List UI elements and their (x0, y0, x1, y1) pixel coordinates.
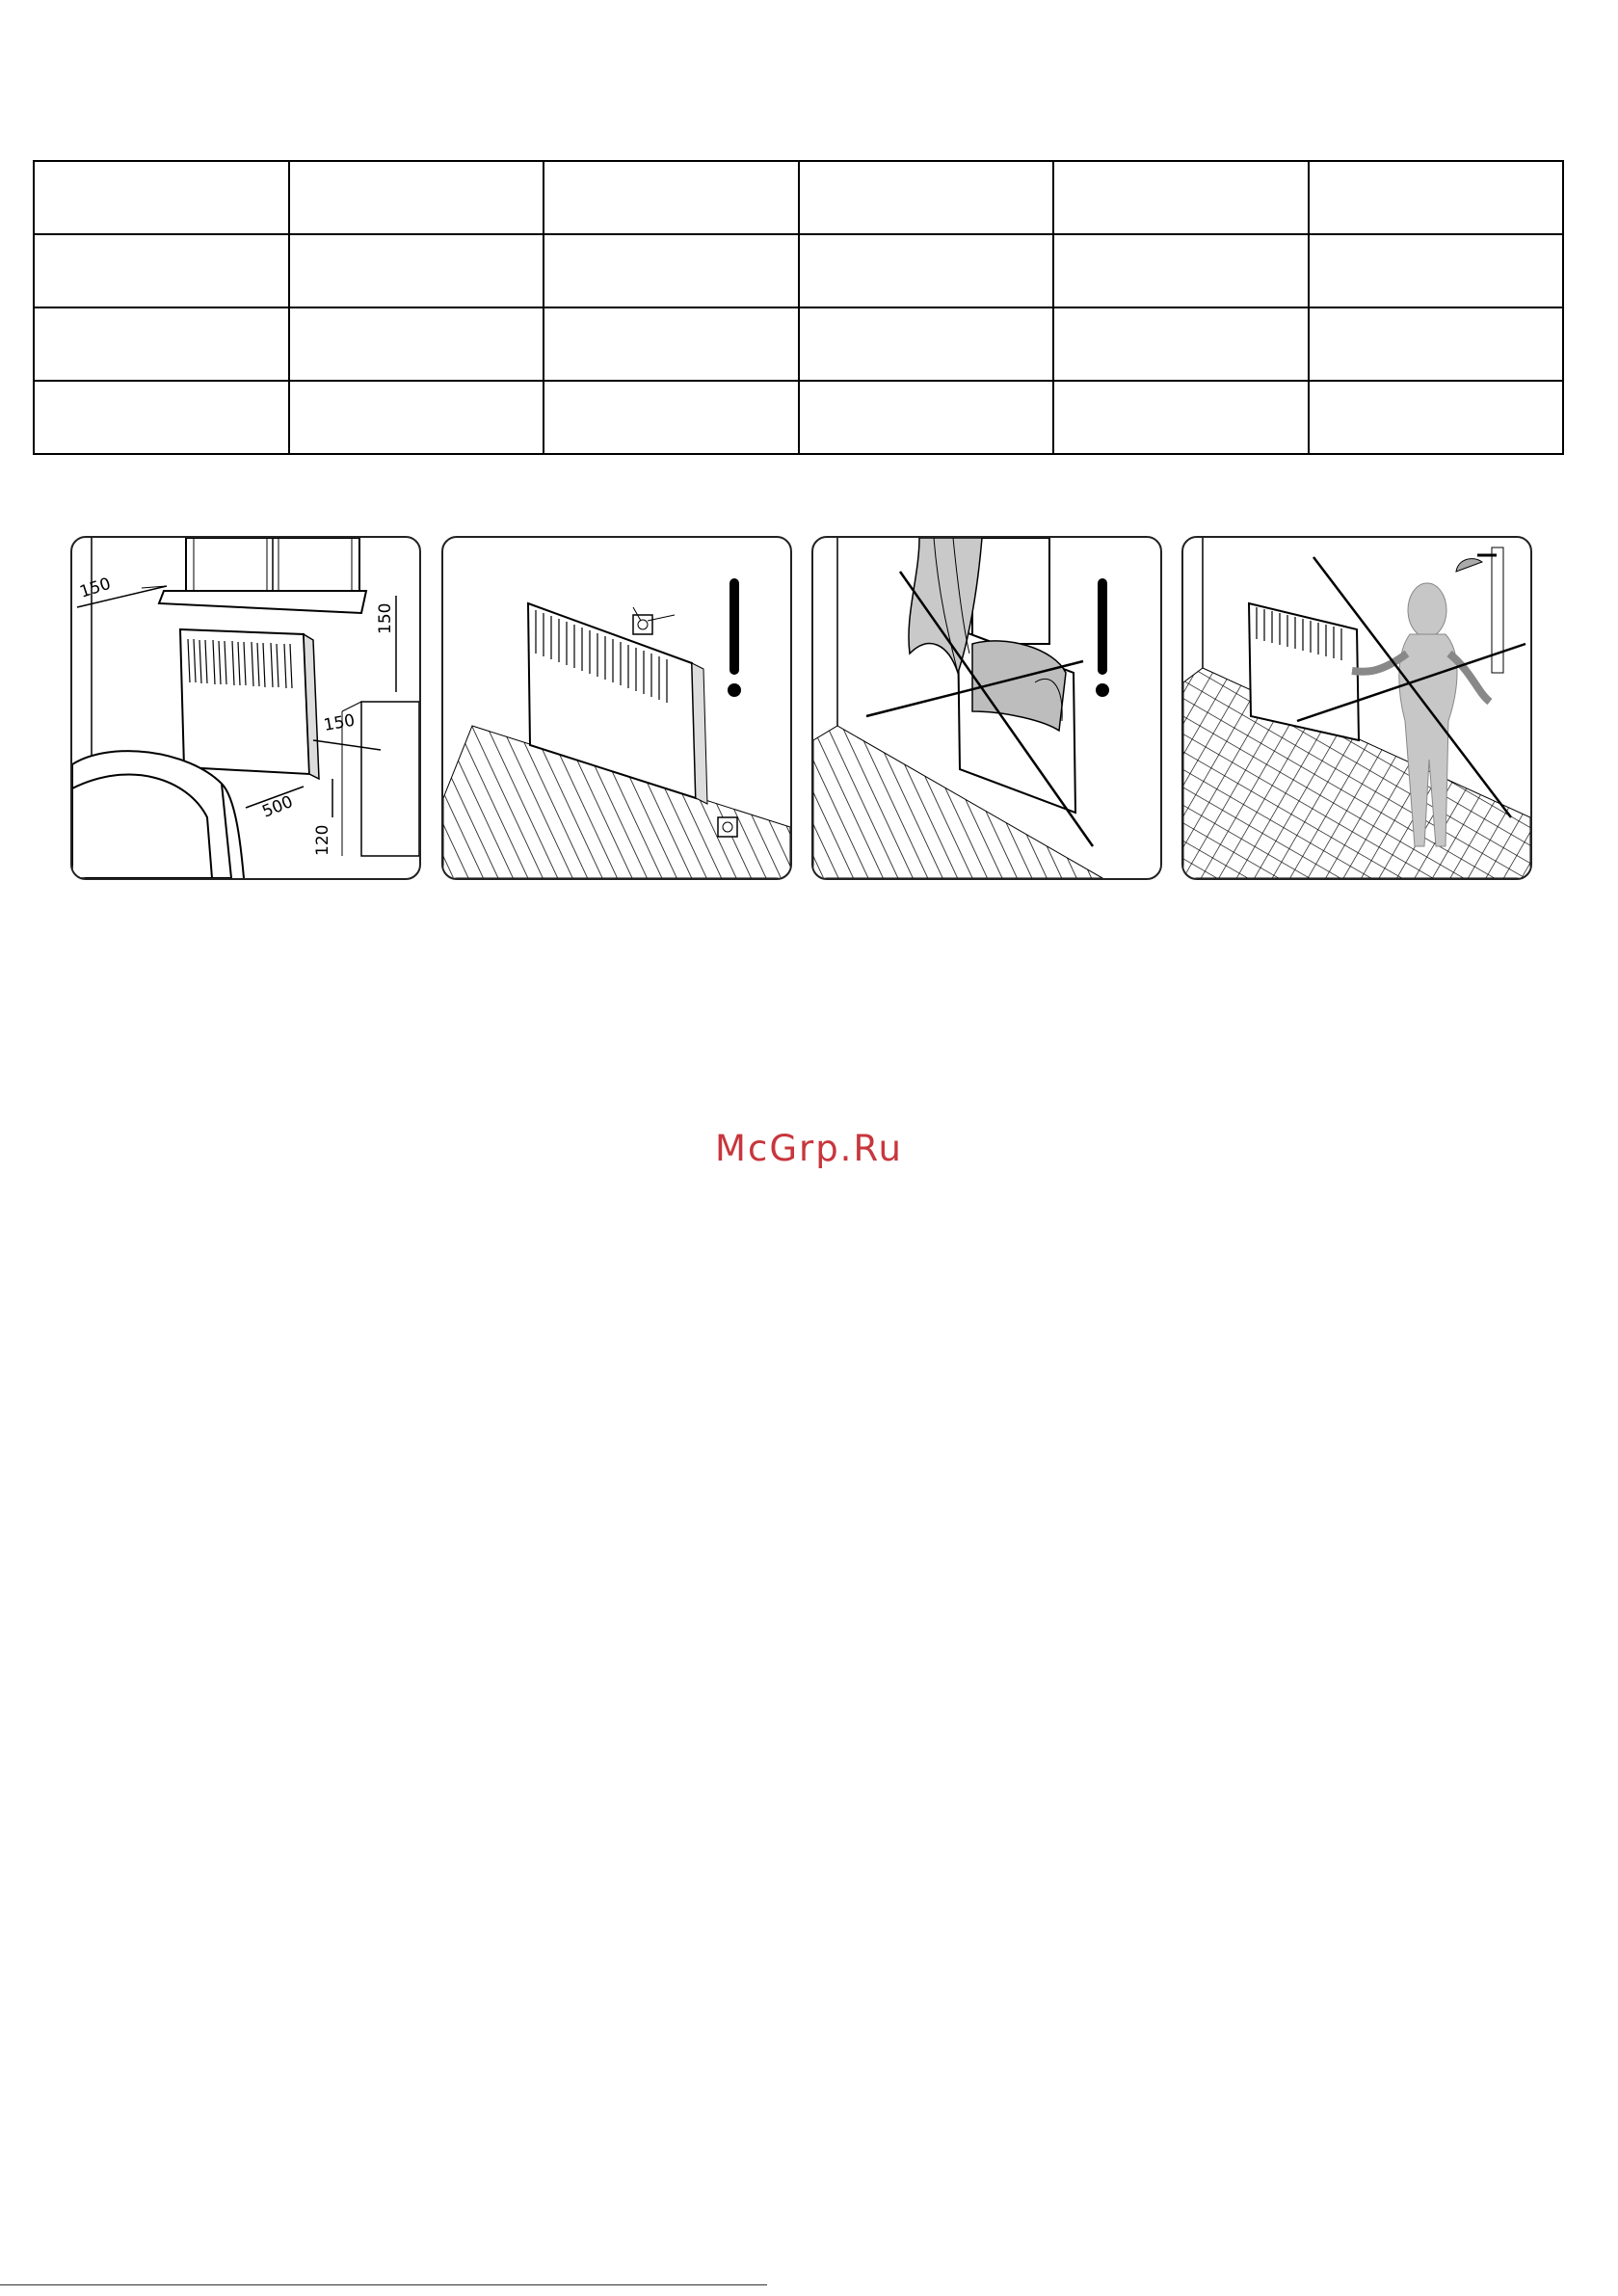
dim-label-top: 150 (376, 602, 395, 634)
socket-icon (633, 607, 675, 634)
exclamation-icon (728, 578, 741, 697)
table-cell (1053, 307, 1309, 381)
table-cell (544, 307, 799, 381)
panel-clearance (70, 536, 421, 880)
table-cell (34, 381, 289, 454)
exclamation-icon (1096, 578, 1109, 697)
table-cell (289, 234, 544, 307)
table-row (34, 161, 1563, 234)
dim-label-floor: 120 (313, 824, 332, 856)
spec-table (33, 160, 1564, 455)
table-cell (1053, 381, 1309, 454)
table-cell (34, 161, 289, 234)
watermark-text: McGrp.Ru (715, 1128, 903, 1169)
panel-curtain (811, 536, 1162, 880)
table-cell (799, 381, 1054, 454)
table-cell (289, 161, 544, 234)
table-cell (799, 161, 1054, 234)
footnote-rule (0, 2284, 767, 2285)
table-cell (1309, 234, 1564, 307)
dim-label-side: 150 (322, 710, 357, 735)
table-row (34, 381, 1563, 454)
table-cell (1309, 381, 1564, 454)
dim-label-left: 150 (77, 574, 114, 602)
socket-icon (718, 817, 737, 837)
table-row (34, 234, 1563, 307)
table-cell (1053, 234, 1309, 307)
table-cell (1053, 161, 1309, 234)
table-row (34, 307, 1563, 381)
panel-socket (441, 536, 792, 880)
table-cell (289, 307, 544, 381)
table-cell (1309, 161, 1564, 234)
shower-head-icon (1456, 555, 1497, 572)
table-cell (1309, 307, 1564, 381)
table-cell (544, 234, 799, 307)
table-cell (289, 381, 544, 454)
table-cell (544, 381, 799, 454)
table-cell (799, 307, 1054, 381)
table-cell (799, 234, 1054, 307)
clearance-illustration (72, 538, 419, 878)
panel-shower (1181, 536, 1532, 880)
table-cell (34, 307, 289, 381)
radiator-icon (180, 629, 319, 779)
table-cell (34, 234, 289, 307)
dim-label-front: 500 (259, 791, 296, 822)
table-cell (544, 161, 799, 234)
